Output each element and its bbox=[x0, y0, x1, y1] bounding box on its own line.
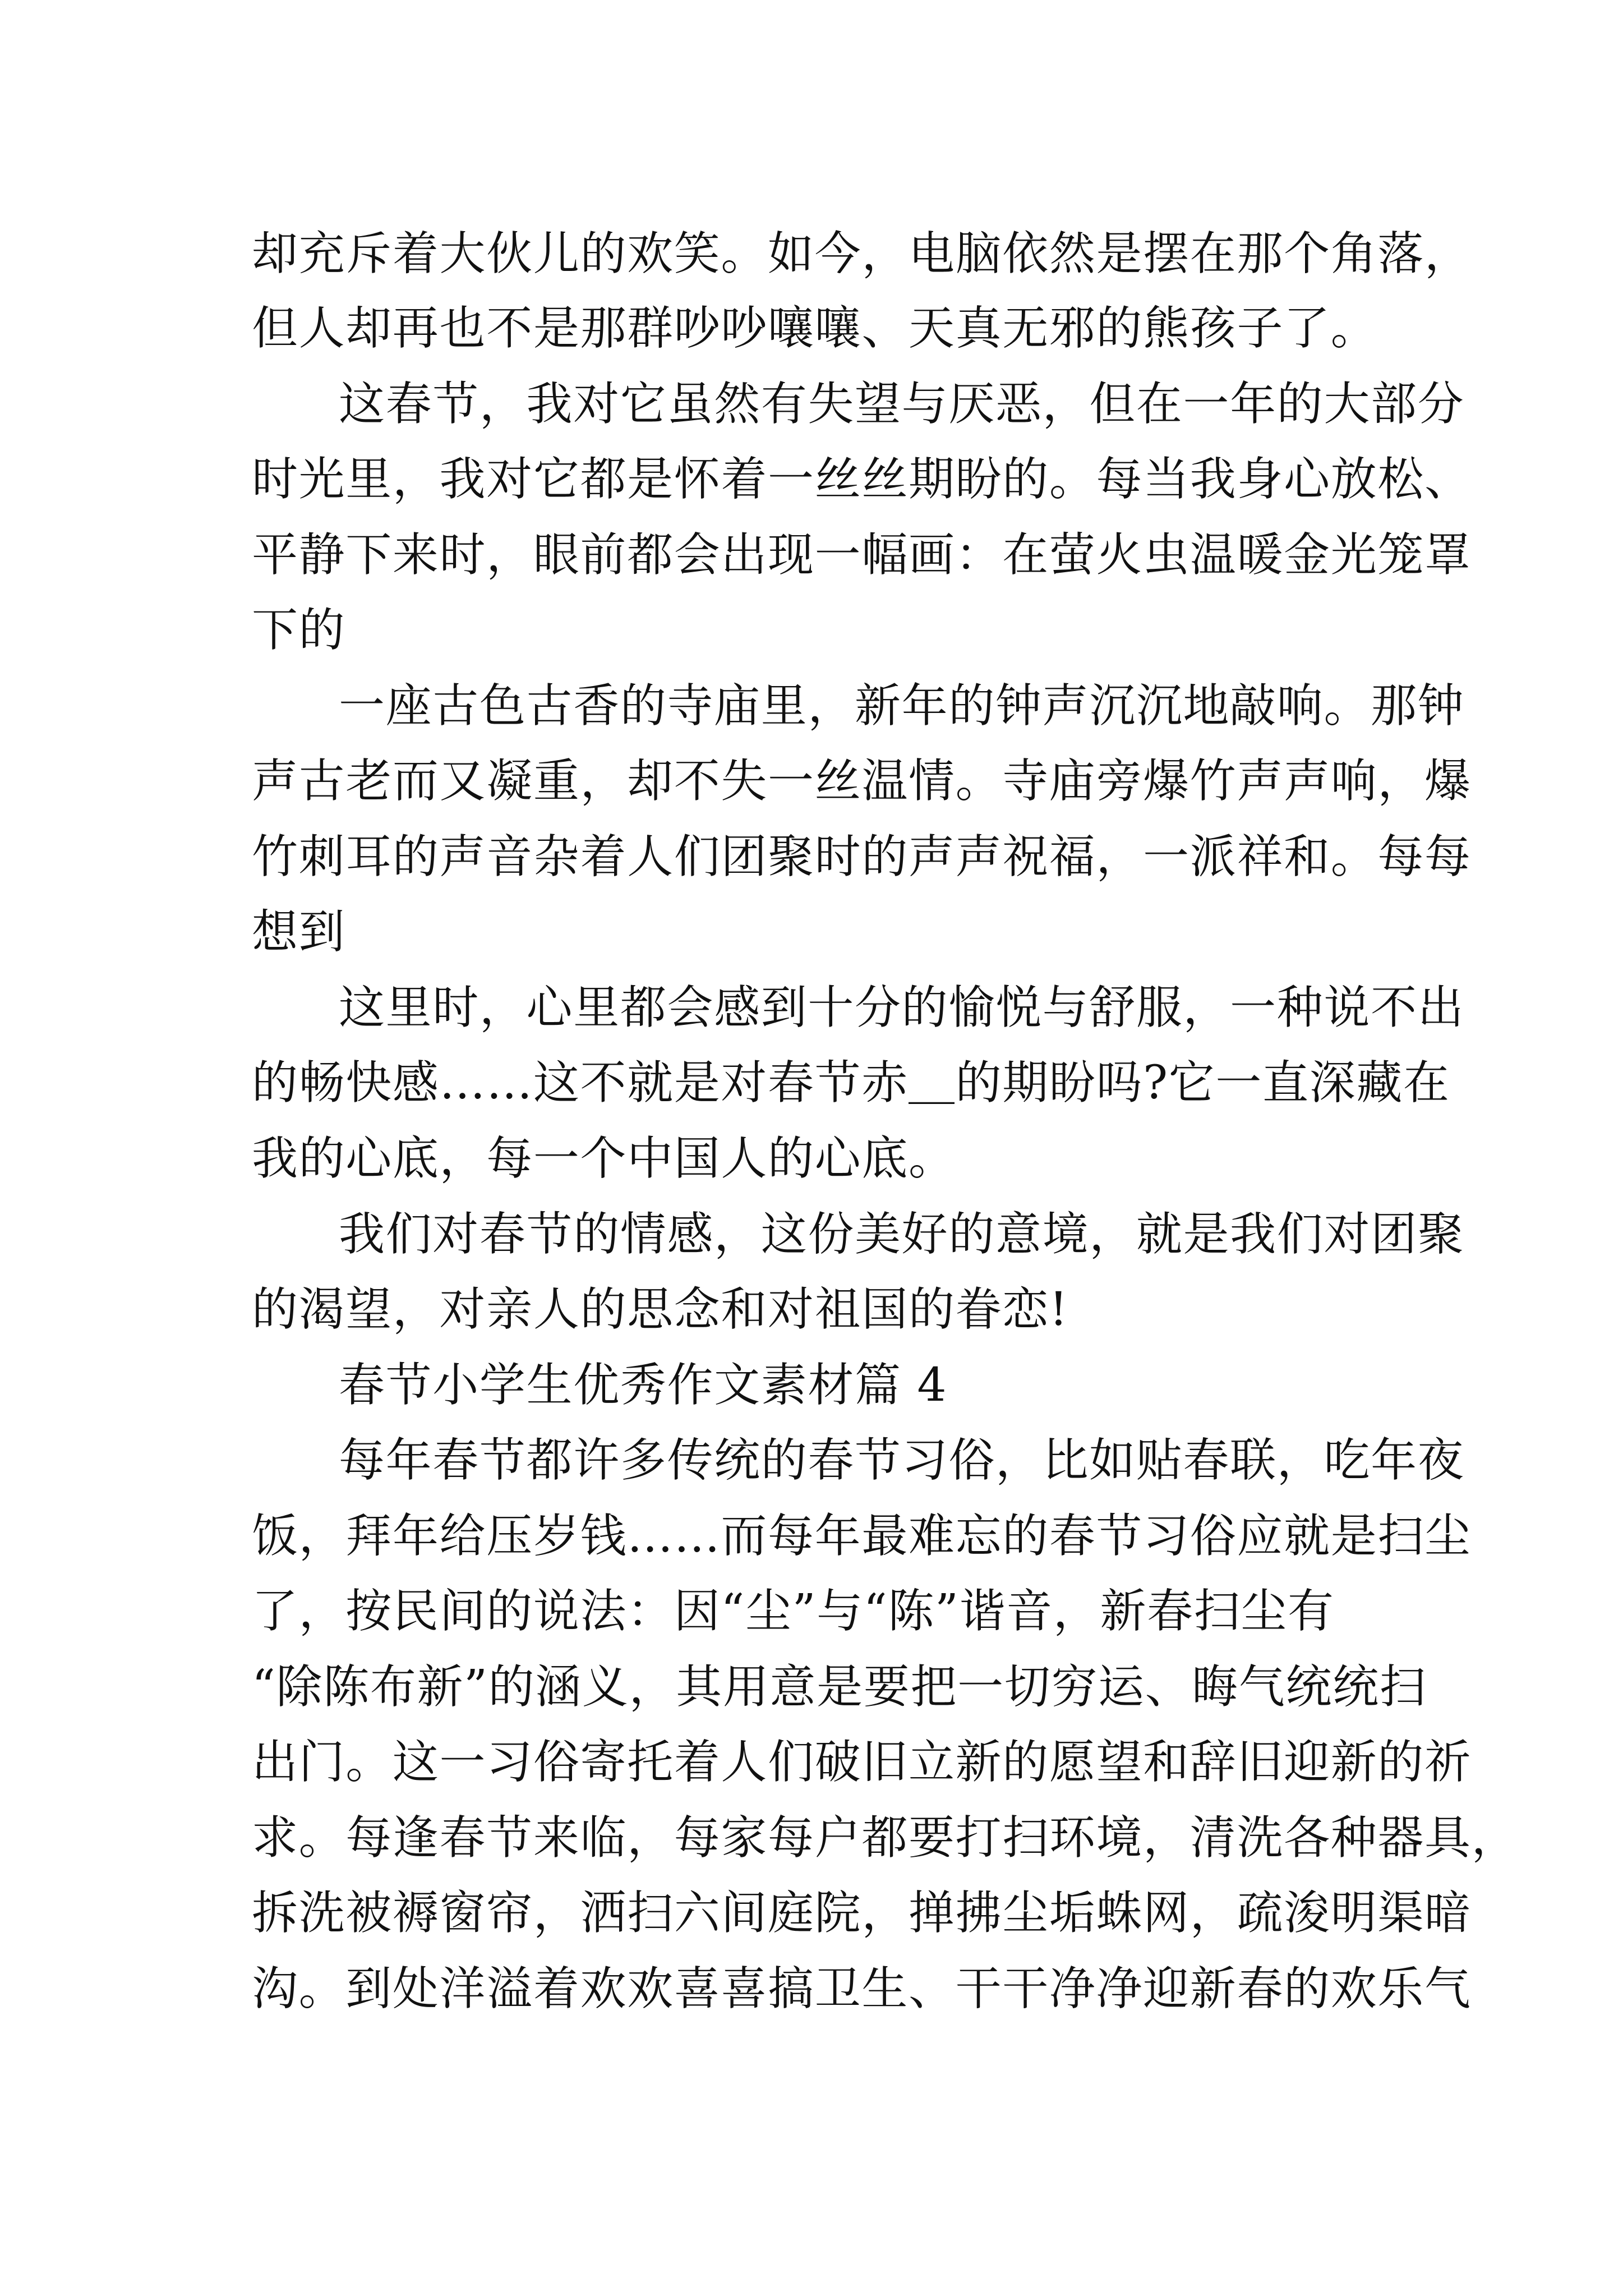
text-line: 我的心底，每一个中国人的心底。 bbox=[252, 1132, 956, 1185]
text-line: 饭，拜年给压岁钱……而每年最难忘的春节习俗应就是扫尘 bbox=[252, 1510, 1472, 1563]
text-line: 竹刺耳的声音杂着人们团聚时的声声祝福，一派祥和。每每 bbox=[252, 830, 1472, 884]
text-line: 求。每逢春节来临，每家每户都要打扫环境，清洗各种器具， bbox=[252, 1811, 1519, 1865]
text-line: 平静下来时，眼前都会出现一幅画：在萤火虫温暖金光笼罩 bbox=[252, 528, 1472, 582]
text-line: “除陈布新”的涵义，其用意是要把一切穷运、晦气统统扫 bbox=[252, 1660, 1427, 1714]
text-line: 我们对春节的情感，这份美好的意境，就是我们对团聚 bbox=[339, 1208, 1465, 1261]
text-line: 沟。到处洋溢着欢欢喜喜搞卫生、干干净净迎新春的欢乐气 bbox=[252, 1962, 1472, 2016]
text-line: 每年春节都许多传统的春节习俗，比如贴春联，吃年夜 bbox=[339, 1434, 1465, 1487]
text-line: 一座古色古香的寺庙里，新年的钟声沉沉地敲响。那钟 bbox=[339, 679, 1465, 733]
text-line: 时光里，我对它都是怀着一丝丝期盼的。每当我身心放松、 bbox=[252, 453, 1472, 506]
text-line: 这里时，心里都会感到十分的愉悦与舒服，一种说不出 bbox=[339, 981, 1465, 1034]
text-line: 想到 bbox=[252, 905, 346, 959]
text-line: 声古老而又凝重，却不失一丝温情。寺庙旁爆竹声声响，爆 bbox=[252, 754, 1472, 808]
text-line: 拆洗被褥窗帘，洒扫六间庭院，掸拂尘垢蛛网，疏浚明渠暗 bbox=[252, 1887, 1472, 1940]
text-line: 了，按民间的说法：因“尘”与“陈”谐音，新春扫尘有 bbox=[252, 1585, 1335, 1638]
text-line: 却充斥着大伙儿的欢笑。如今，电脑依然是摆在那个角落， bbox=[252, 227, 1472, 280]
text-line: 的渴望，对亲人的思念和对祖国的眷恋! bbox=[252, 1283, 1069, 1336]
text-line: 下的 bbox=[252, 604, 346, 657]
section-heading: 春节小学生优秀作文素材篇 4 bbox=[339, 1359, 948, 1412]
text-line: 但人却再也不是那群吵吵嚷嚷、天真无邪的熊孩子了。 bbox=[252, 302, 1378, 355]
text-line: 的畅快感……这不就是对春节赤＿的期盼吗?它一直深藏在 bbox=[252, 1056, 1450, 1110]
text-line: 这春节，我对它虽然有失望与厌恶，但在一年的大部分 bbox=[339, 378, 1465, 431]
text-line: 出门。这一习俗寄托着人们破旧立新的愿望和辞旧迎新的祈 bbox=[252, 1736, 1472, 1789]
